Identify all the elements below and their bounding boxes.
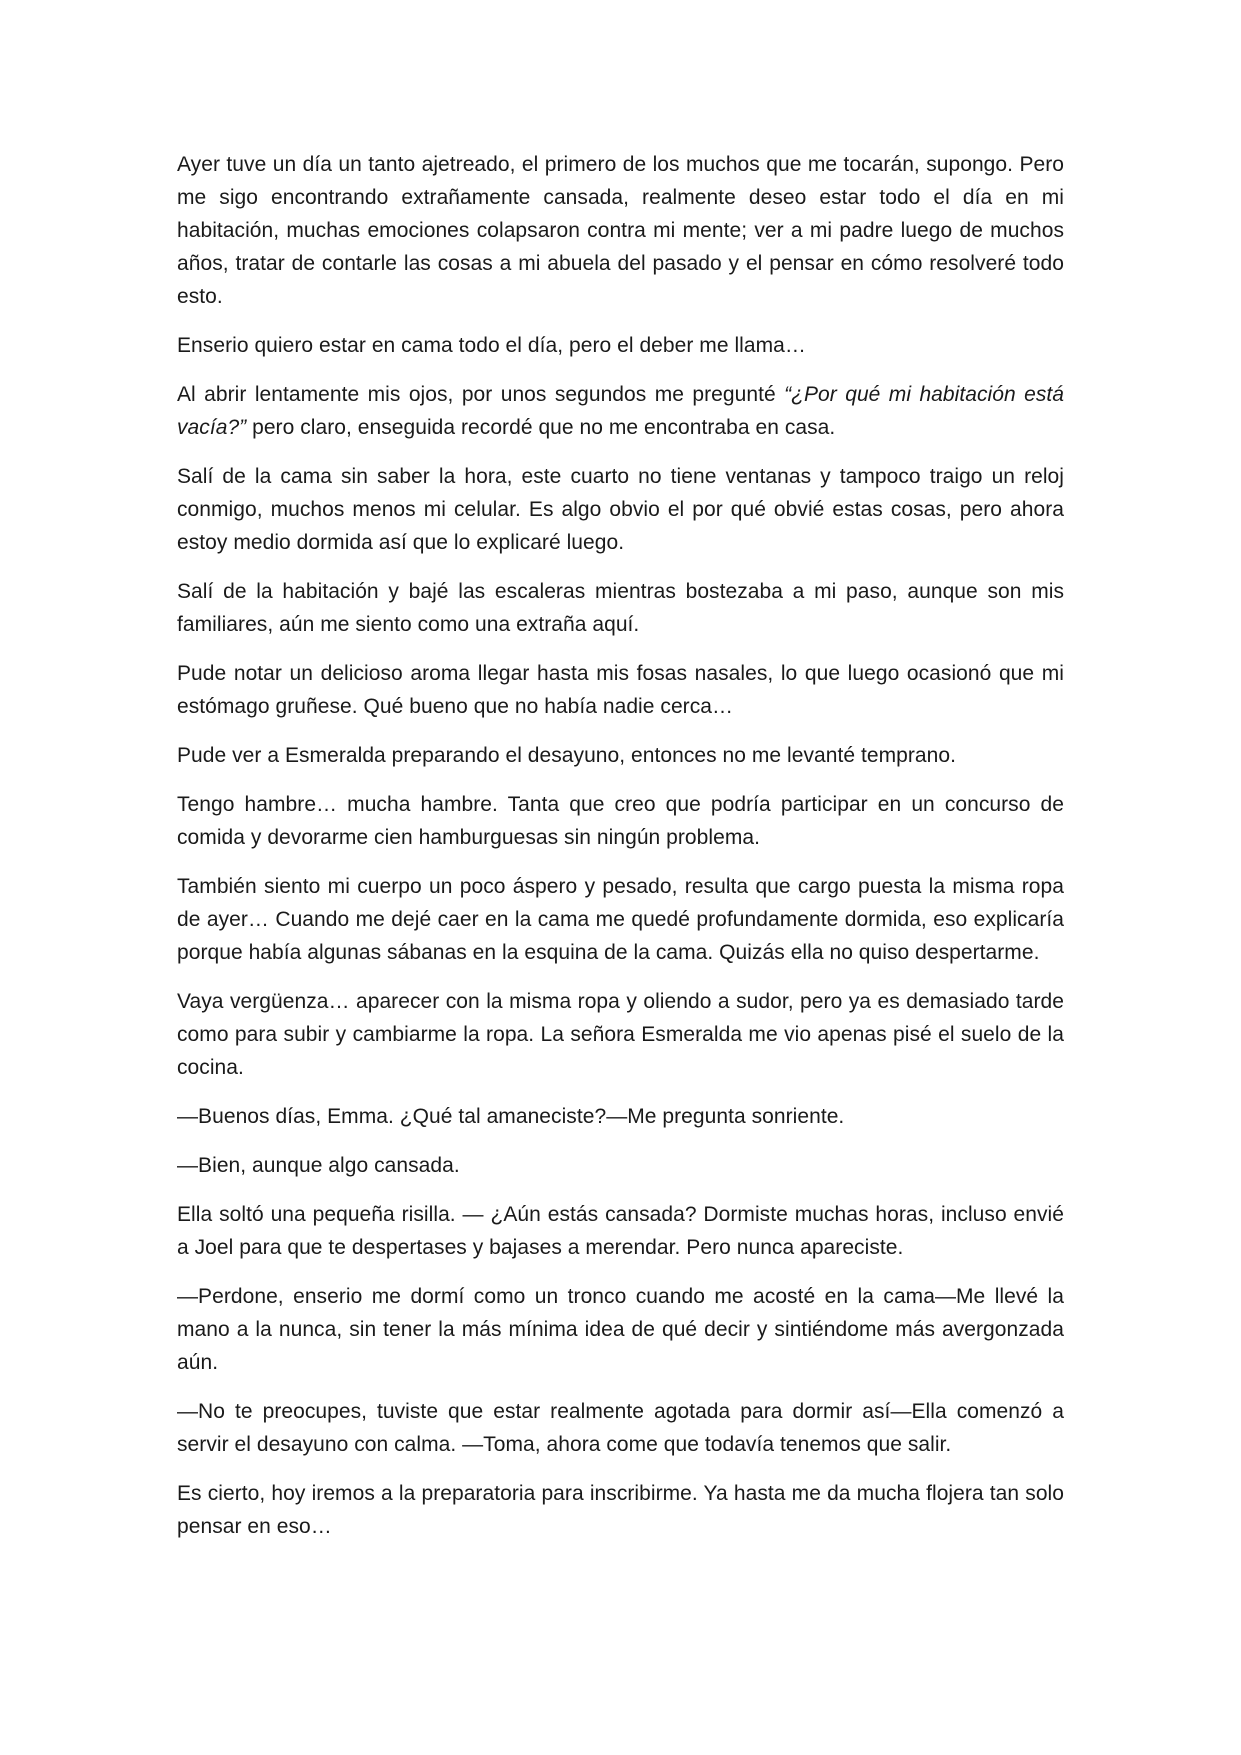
- paragraph: Es cierto, hoy iremos a la preparatoria para inscribirme. Ya hasta me da mucha flojera tan solo pensar en eso…: [177, 1482, 1064, 1538]
- paragraph: Pude ver a Esmeralda preparando el desayuno, entonces no me levanté temprano.: [177, 744, 957, 767]
- paragraph: Enserio quiero estar en cama todo el día, pero el deber me llama…: [177, 334, 806, 357]
- paragraph-text: Al abrir lentamente mis ojos, por unos segundos me pregunté: [177, 383, 785, 406]
- paragraph: Ella soltó una pequeña risilla. — ¿Aún estás cansada? Dormiste muchas horas, incluso envié a Joel para que te despertases y bajases a merendar. Pero nunca apareciste.: [177, 1203, 1064, 1259]
- paragraph: Tengo hambre… mucha hambre. Tanta que creo que podría participar en un concurso de comida y devorarme cien hamburguesas sin ningún problema.: [177, 793, 1064, 849]
- paragraph: Pude notar un delicioso aroma llegar hasta mis fosas nasales, lo que luego ocasionó que mi estómago gruñese. Qué bueno que no había nadie cerca…: [177, 662, 1064, 718]
- paragraph: Vaya vergüenza… aparecer con la misma ropa y oliendo a sudor, pero ya es demasiado tarde como para subir y cambiarme la ropa. La señora Esmeralda me vio apenas pisé el suelo de la cocina.: [177, 990, 1064, 1079]
- dialogue-line: —Perdone, enserio me dormí como un tronco cuando me acosté en la cama—Me llevé la mano a la nunca, sin tener la más mínima idea de qué decir y sintiéndome más avergonzada aún.: [177, 1285, 1064, 1374]
- paragraph-text: pero claro, enseguida recordé que no me encontraba en casa.: [246, 416, 836, 439]
- paragraph: Salí de la habitación y bajé las escaleras mientras bostezaba a mi paso, aunque son mis familiares, aún me siento como una extraña aquí.: [177, 580, 1064, 636]
- dialogue-line: —Bien, aunque algo cansada.: [177, 1154, 460, 1177]
- italic-quote: “¿Por qué mi habitación está vacía?”: [177, 383, 1064, 439]
- paragraph: Salí de la cama sin saber la hora, este cuarto no tiene ventanas y tampoco traigo un reloj conmigo, muchos menos mi celular. Es algo obvio el por qué obvié estas cosas, pero ahora estoy medio dormida así que lo explicaré luego.: [177, 465, 1064, 554]
- dialogue-line: —No te preocupes, tuviste que estar realmente agotada para dormir así—Ella comenzó a servir el desayuno con calma. —Toma, ahora come que todavía tenemos que salir.: [177, 1400, 1064, 1456]
- paragraph: Ayer tuve un día un tanto ajetreado, el primero de los muchos que me tocarán, supongo. Pero me sigo encontrando extrañamente cansada, realmente deseo estar todo el día en mi habitación, muchas emociones colapsaron contra mi mente; ver a mi padre luego de muchos años, tratar de contarle las cosas a mi abuela del pasado y el pensar en cómo resolveré todo esto.: [177, 153, 1064, 308]
- document-body: [177, 148, 1064, 1559]
- paragraph: [177, 378, 1064, 444]
- dialogue-line: —Buenos días, Emma. ¿Qué tal amaneciste?—Me pregunta sonriente.: [177, 1105, 845, 1128]
- paragraph: También siento mi cuerpo un poco áspero y pesado, resulta que cargo puesta la misma ropa de ayer… Cuando me dejé caer en la cama me quedé profundamente dormida, eso explicaría porque había algunas sábanas en la esquina de la cama. Quizás ella no quiso despertarme.: [177, 875, 1064, 964]
